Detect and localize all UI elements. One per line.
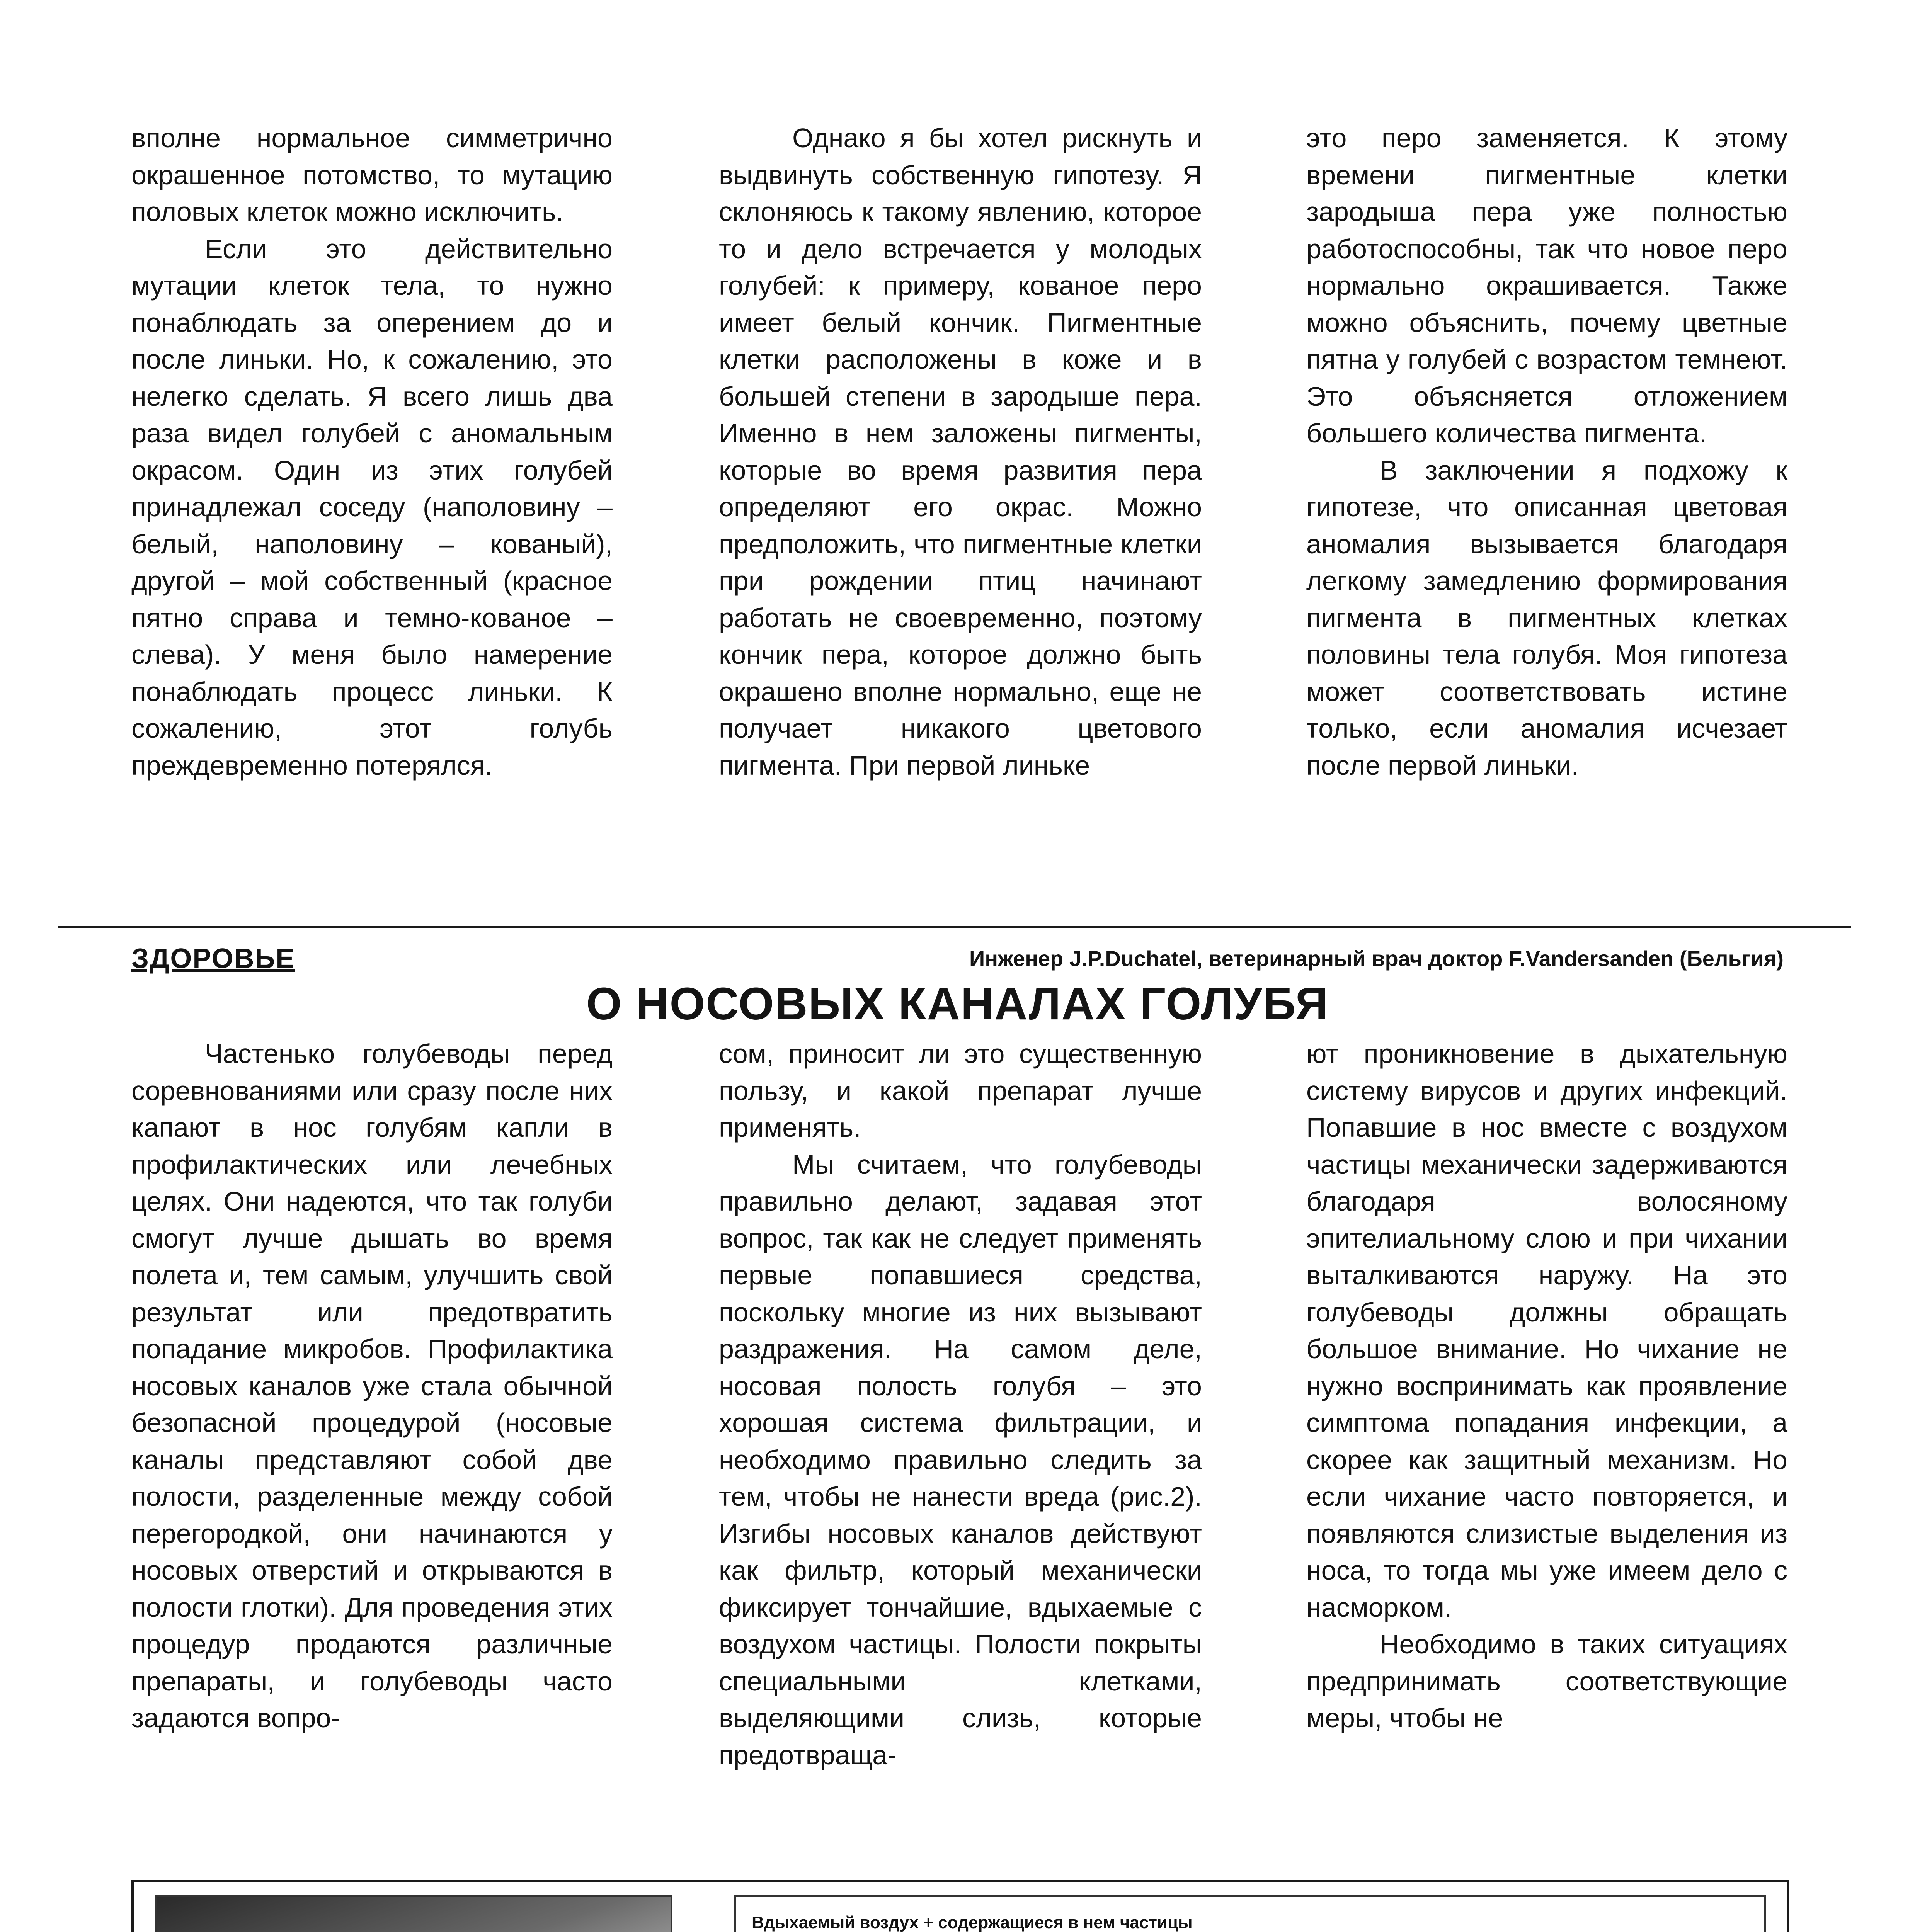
paragraph: сом, приносит ли это существенную пользу, и какой препарат лучше применять.	[719, 1039, 1202, 1143]
main-article-column-3	[1306, 1036, 1787, 1737]
paragraph: ют проникновение в дыхательную систему вирусов и других инфекций. Попавшие в нос вместе с воздухом частицы механически задерживаются благодаря волосяному эпителиальному слою и при чихании выталкиваются наружу. На это голубеводы должны обращать большое внимание. Но чихание не нужно воспринимать как проявление симптома попадания инфекции, а скорее как защитный механизм. Но если чихание часто повторяется, и появляются слизистые выделения из носа, то тогда мы уже имеем дело с насморком.	[1306, 1039, 1787, 1622]
paragraph: В заключении я подхожу к гипотезе, что описанная цветовая аномалия вызывается благодаря легкому замедлению формирования пигмента в пигментных клетках половины тела голубя. Моя гипотеза может соответствовать истине только, если аномалия исчезает после первой линьки.	[1306, 455, 1787, 781]
diagram-label-inhaled: Вдыхаемый воздух + содержащиеся в нем частицы	[752, 1913, 1193, 1932]
top-article-column-3	[1306, 120, 1787, 784]
top-article-column-1	[131, 120, 613, 784]
byline: Инженер J.P.Duchatel, ветеринарный врач доктор F.Vandersanden (Бельгия)	[969, 946, 1784, 971]
nasal-filter-diagram	[734, 1895, 1766, 1932]
paragraph: Однако я бы хотел рискнуть и выдвинуть собственную гипотезу. Я склоняюсь к такому явлению, которое то и дело встречается у молодых голубей: к примеру, кованое перо имеет белый кончик. Пигментные клетки расположены в коже и в большей степени в зародыше пера. Именно в нем заложены пигменты, которые во время развития пера определяют его окрас. Можно предположить, что пигментные клетки при рождении птиц начинают работать не своевременно, поэтому кончик пера, которое должно быть окрашено вполне нормально, еще не получает никакого цветового пигмента. При первой линьке	[719, 123, 1202, 781]
section-divider	[58, 926, 1851, 928]
top-article-column-2	[719, 120, 1202, 784]
main-article-column-2	[719, 1036, 1202, 1774]
main-article-column-1	[131, 1036, 613, 1737]
paragraph: Если это действительно мутации клеток тела, то нужно понаблюдать за оперением до и после линьки. Но, к сожалению, это нелегко сделать. Я всего лишь два раза видел голубей с аномальным окрасом. Один из этих голубей принадлежал соседу (наполовину – белый, наполовину – кованый), другой – мой собственный (красное пятно справа и темно-кованое – слева). У меня было намерение понаблюдать процесс линьки. К сожалению, этот голубь преждевременно потерялся.	[131, 233, 613, 781]
paragraph: Частенько голубеводы перед соревнованиями или сразу после них капают в нос голубям капли в профилактических или лечебных целях. Они надеются, что так голуби смогут лучше дышать во время полета и, тем самым, улучшить свой результат или предотвратить попадание микробов. Профилактика носовых каналов уже стала обычной безопасной процедурой (носовые каналы представляют собой две полости, разделенные между собой перегородкой, они начинаются у носовых отверстий и открываются в полости глотки). Для проведения этих процедур продаются различные препараты, и голубеводы часто задаются вопро-	[131, 1039, 613, 1733]
paragraph: вполне нормальное симметрично окрашенное потомство, то мутацию половых клеток можно исключить.	[131, 123, 613, 227]
paragraph: Мы считаем, что голубеводы правильно делают, задавая этот вопрос, так как не следует применять первые попавшиеся средства, поскольку многие из них вызывают раздражения. На самом деле, носовая полость голубя – это хорошая система фильтрации, и необходимо правильно следить за тем, чтобы не нанести вреда (рис.2). Изгибы носовых каналов действуют как фильтр, который механически фиксирует тончайшие, вдыхаемые с воздухом частицы. Полости покрыты специальными клетками, выделяющими слизь, которые предотвраща-	[719, 1149, 1202, 1770]
pigeon-nose-photo	[155, 1895, 672, 1932]
section-label: ЗДОРОВЬЕ	[131, 943, 295, 974]
article-title: О НОСОВЫХ КАНАЛАХ ГОЛУБЯ	[586, 978, 1329, 1029]
paragraph: Необходимо в таких ситуациях предпринимать соответствующие меры, чтобы не	[1306, 1629, 1787, 1733]
paragraph: это перо заменяется. К этому времени пигментные клетки зародыша пера уже полностью работоспособны, так что новое перо нормально окрашивается. Также можно объяснить, почему цветные пятна у голубей с возрастом темнеют. Это объясняется отложением большего количества пигмента.	[1306, 123, 1787, 448]
